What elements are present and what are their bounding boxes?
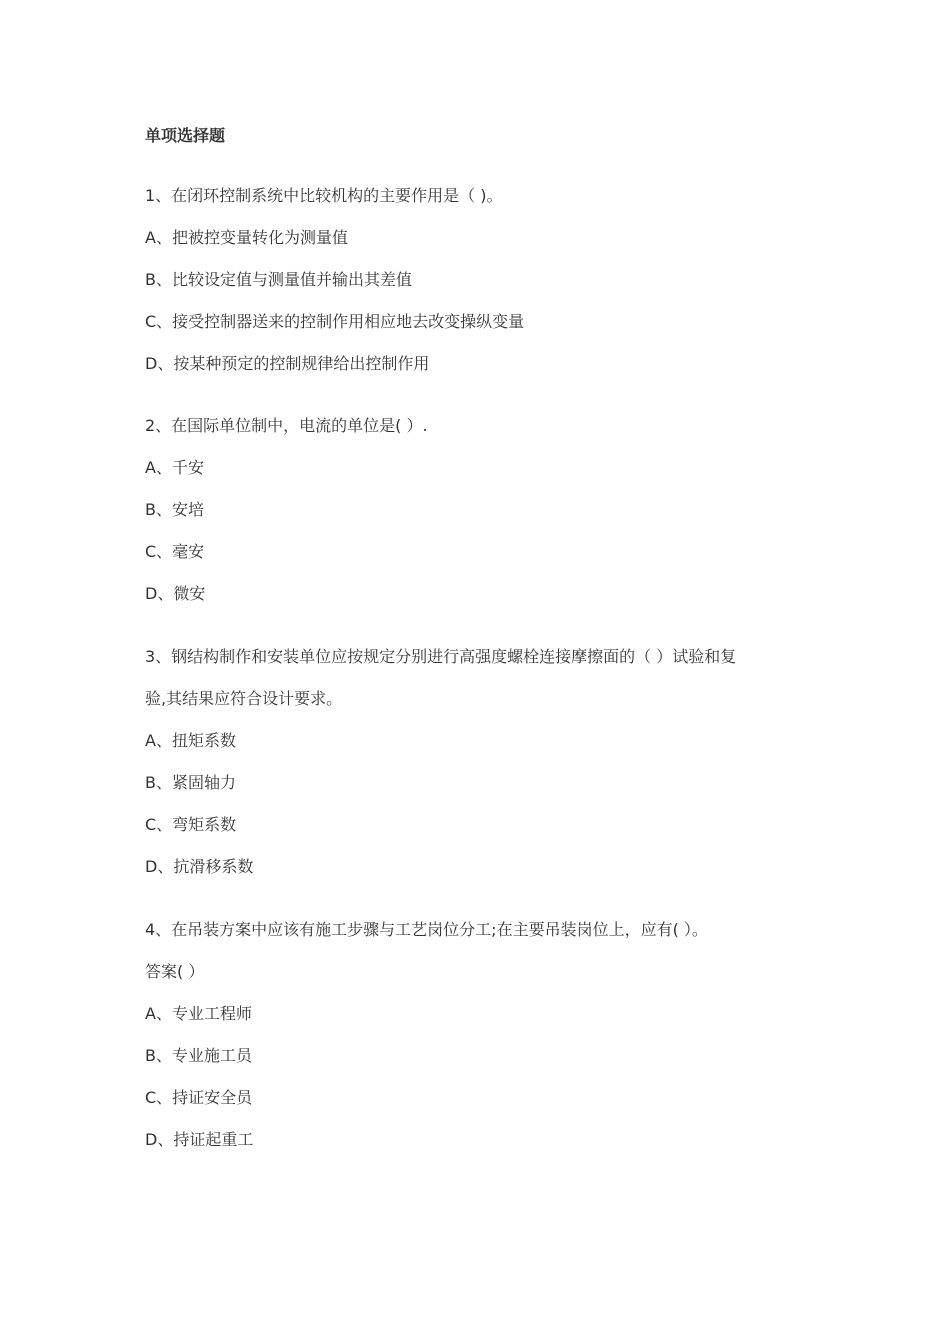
option-b: B、安培	[145, 500, 204, 519]
question-1	[145, 175, 805, 385]
option-a: A、扭矩系数	[145, 731, 236, 750]
question-text: 3、钢结构制作和安装单位应按规定分别进行高强度螺栓连接摩擦面的（ ）试验和复	[145, 647, 737, 666]
option-c: C、弯矩系数	[145, 815, 237, 834]
question-text: 1、在闭环控制系统中比较机构的主要作用是（ )。	[145, 186, 503, 205]
question-text: 2、在国际单位制中，电流的单位是( ）.	[145, 416, 428, 435]
question-4	[145, 909, 805, 1161]
option-b: B、紧固轴力	[145, 773, 236, 792]
answer-line: 答案( ）	[145, 962, 205, 981]
option-b: B、比较设定值与测量值并输出其差值	[145, 270, 412, 289]
question-3	[145, 636, 805, 888]
option-d: D、持证起重工	[145, 1130, 254, 1149]
option-c: C、接受控制器送来的控制作用相应地去改变操纵变量	[145, 312, 525, 331]
option-c: C、毫安	[145, 542, 205, 561]
question-text-continued: 验,其结果应符合设计要求。	[145, 689, 343, 708]
option-a: A、专业工程师	[145, 1004, 252, 1023]
section-title: 单项选择题	[145, 126, 226, 145]
option-b: B、专业施工员	[145, 1046, 252, 1065]
question-text: 4、在吊装方案中应该有施工步骤与工艺岗位分工;在主要吊装岗位上，应有( ）。	[145, 920, 708, 939]
option-d: D、抗滑移系数	[145, 857, 254, 876]
option-a: A、把被控变量转化为测量值	[145, 228, 348, 247]
option-a: A、千安	[145, 458, 204, 477]
question-2	[145, 405, 805, 615]
option-d: D、按某种预定的控制规律给出控制作用	[145, 354, 430, 373]
option-d: D、微安	[145, 584, 206, 603]
option-c: C、持证安全员	[145, 1088, 253, 1107]
